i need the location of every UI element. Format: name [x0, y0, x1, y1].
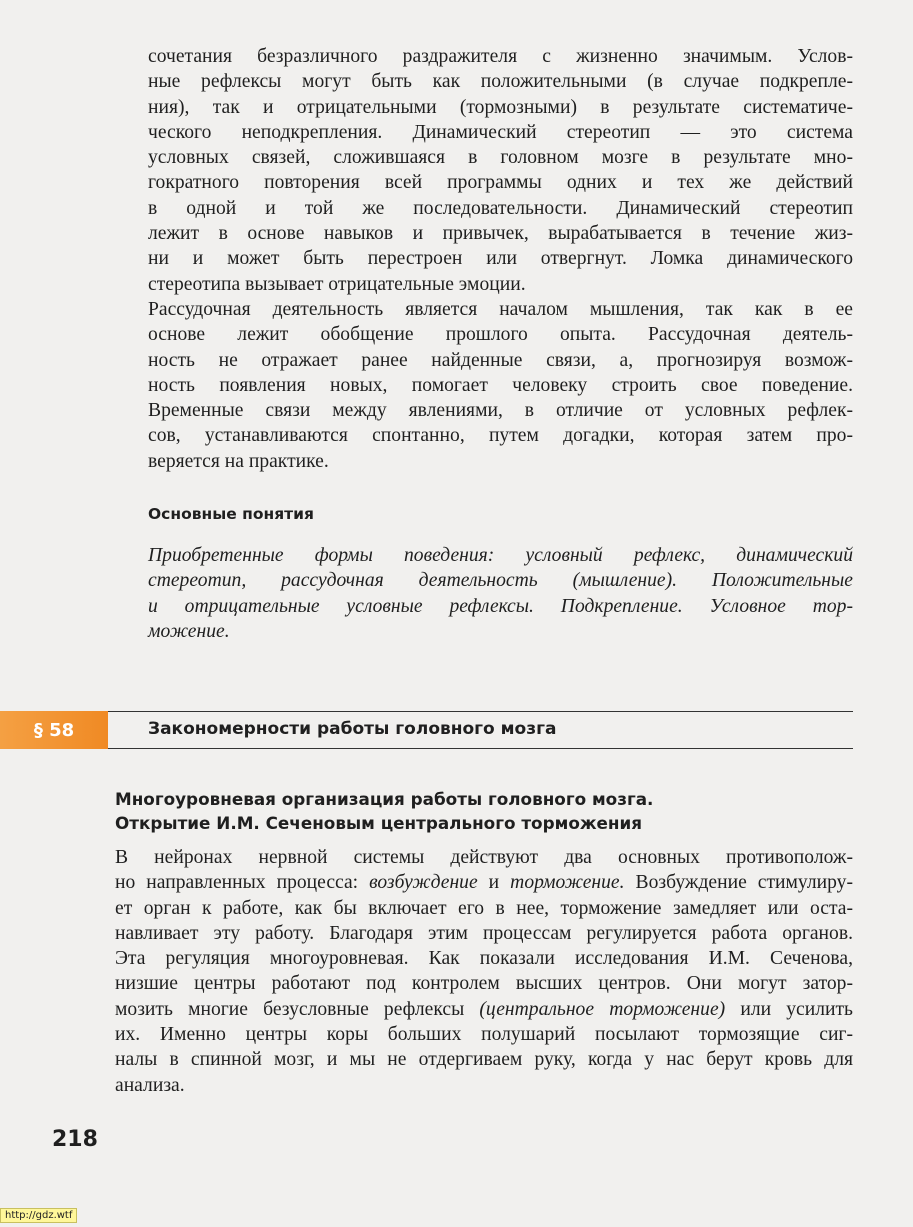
text-line [115, 896, 853, 921]
paragraph-text [115, 845, 853, 1098]
text-line: ность появления новых, помогает человеку строить свое поведение. [148, 374, 853, 396]
text-segment: но направленных процесса: [115, 872, 370, 894]
text-segment: их. Именно центры коры больших полушарий посылают тормозящие сиг- [115, 1024, 853, 1046]
section-number: § 58 [33, 719, 75, 741]
text-line: условных связей, сложившаяся в головном мозге в результате мно- [148, 147, 853, 169]
subheading-line: Многоуровневая организация работы головного мозга. [115, 789, 654, 809]
text-line [115, 946, 853, 971]
text-segment: В нейронах нервной системы действуют два основных противополож- [115, 847, 853, 868]
text-line: стереотипа вызывает отрицательные эмоции. [148, 273, 526, 295]
paragraph-rational-activity [148, 297, 853, 474]
section-title: Закономерности работы головного мозга [148, 719, 557, 739]
text-line: веряется на практике. [148, 450, 329, 472]
text-line [115, 1047, 853, 1072]
text-line: ческого неподкрепления. Динамический стереотип — это система [148, 121, 853, 143]
text-line: сочетания безразличного раздражителя с жизненно значимым. Услов- [148, 46, 853, 67]
text-line [115, 997, 853, 1022]
text-line: ния), так и отрицательными (тормозными) в результате систематиче- [148, 96, 853, 118]
paragraph-text [148, 297, 853, 474]
text-segment: и [477, 872, 511, 894]
section-rule-top [108, 711, 853, 712]
text-segment: налы в спинной мозг, и мы не отдергиваем руку, когда у нас берут кровь для [115, 1049, 853, 1071]
subheading-line: Открытие И.М. Сеченовым центрального торможения [115, 813, 643, 833]
text-line [115, 1073, 853, 1098]
text-line: Временные связи между явлениями, в отличие от условных рефлек- [148, 400, 853, 422]
text-line: в одной и той же последовательности. Динамический стереотип [148, 197, 853, 219]
text-line: сов, устанавливаются спонтанно, путем догадки, которая затем про- [148, 425, 853, 447]
text-segment: низшие центры работают под контролем высших центров. Они могут затор- [115, 973, 853, 995]
page-number: 218 [52, 1127, 98, 1152]
paragraph-brain-regulation [115, 845, 853, 1098]
paragraph-conditioned-reflexes [148, 44, 853, 297]
paragraph-text [148, 44, 853, 297]
text-line: ные рефлексы могут быть как положительными (в случае подкрепле- [148, 71, 853, 93]
text-line [115, 921, 853, 946]
text-line: ни и может быть перестроен или отвергнут. Ломка динамического [148, 248, 853, 270]
concepts-list [148, 543, 853, 644]
text-line: ность не отражает ранее найденные связи, а, прогнозируя возмож- [148, 349, 853, 371]
subheading [115, 787, 855, 835]
italic-term: возбуждение [369, 872, 478, 894]
text-line: Приобретенные формы поведения: условный рефлекс, динамический [148, 545, 853, 566]
text-line: гократного повторения всей программы одних и тех же действий [148, 172, 853, 194]
italic-term: торможение. [510, 872, 625, 894]
text-segment: анализа. [115, 1074, 185, 1096]
text-line: и отрицательные условные рефлексы. Подкрепление. Условное тор- [148, 595, 853, 617]
text-line [115, 1022, 853, 1047]
text-segment: навливает эту работу. Благодаря этим процессам регулируется работа органов. [115, 922, 853, 944]
text-segment: или усилить [725, 998, 853, 1020]
text-line [115, 971, 853, 996]
watermark-link[interactable]: http://gdz.wtf [0, 1208, 77, 1223]
text-line: можение. [148, 620, 230, 642]
text-line: основе лежит обобщение прошлого опыта. Рассудочная деятель- [148, 324, 853, 346]
section-rule-bottom [108, 748, 853, 749]
text-line [115, 870, 853, 895]
text-segment: ет орган к работе, как бы включает его в нее, торможение замедляет или оста- [115, 897, 853, 919]
italic-term: (центральное торможение) [479, 998, 726, 1020]
text-segment: Эта регуляция многоуровневая. Как показали исследования И.М. Сеченова, [115, 948, 853, 970]
concepts-heading: Основные понятия [148, 505, 314, 523]
text-segment: мозить многие безусловные рефлексы [115, 998, 480, 1020]
text-line [115, 845, 853, 870]
text-line: стереотип, рассудочная деятельность (мышление). Положительные [148, 570, 853, 592]
text-segment: Возбуждение стимулиру- [624, 872, 853, 894]
text-line: Рассудочная деятельность является началом мышления, так как в ее [148, 299, 853, 320]
text-line: лежит в основе навыков и привычек, вырабатывается в течение жиз- [148, 223, 853, 245]
